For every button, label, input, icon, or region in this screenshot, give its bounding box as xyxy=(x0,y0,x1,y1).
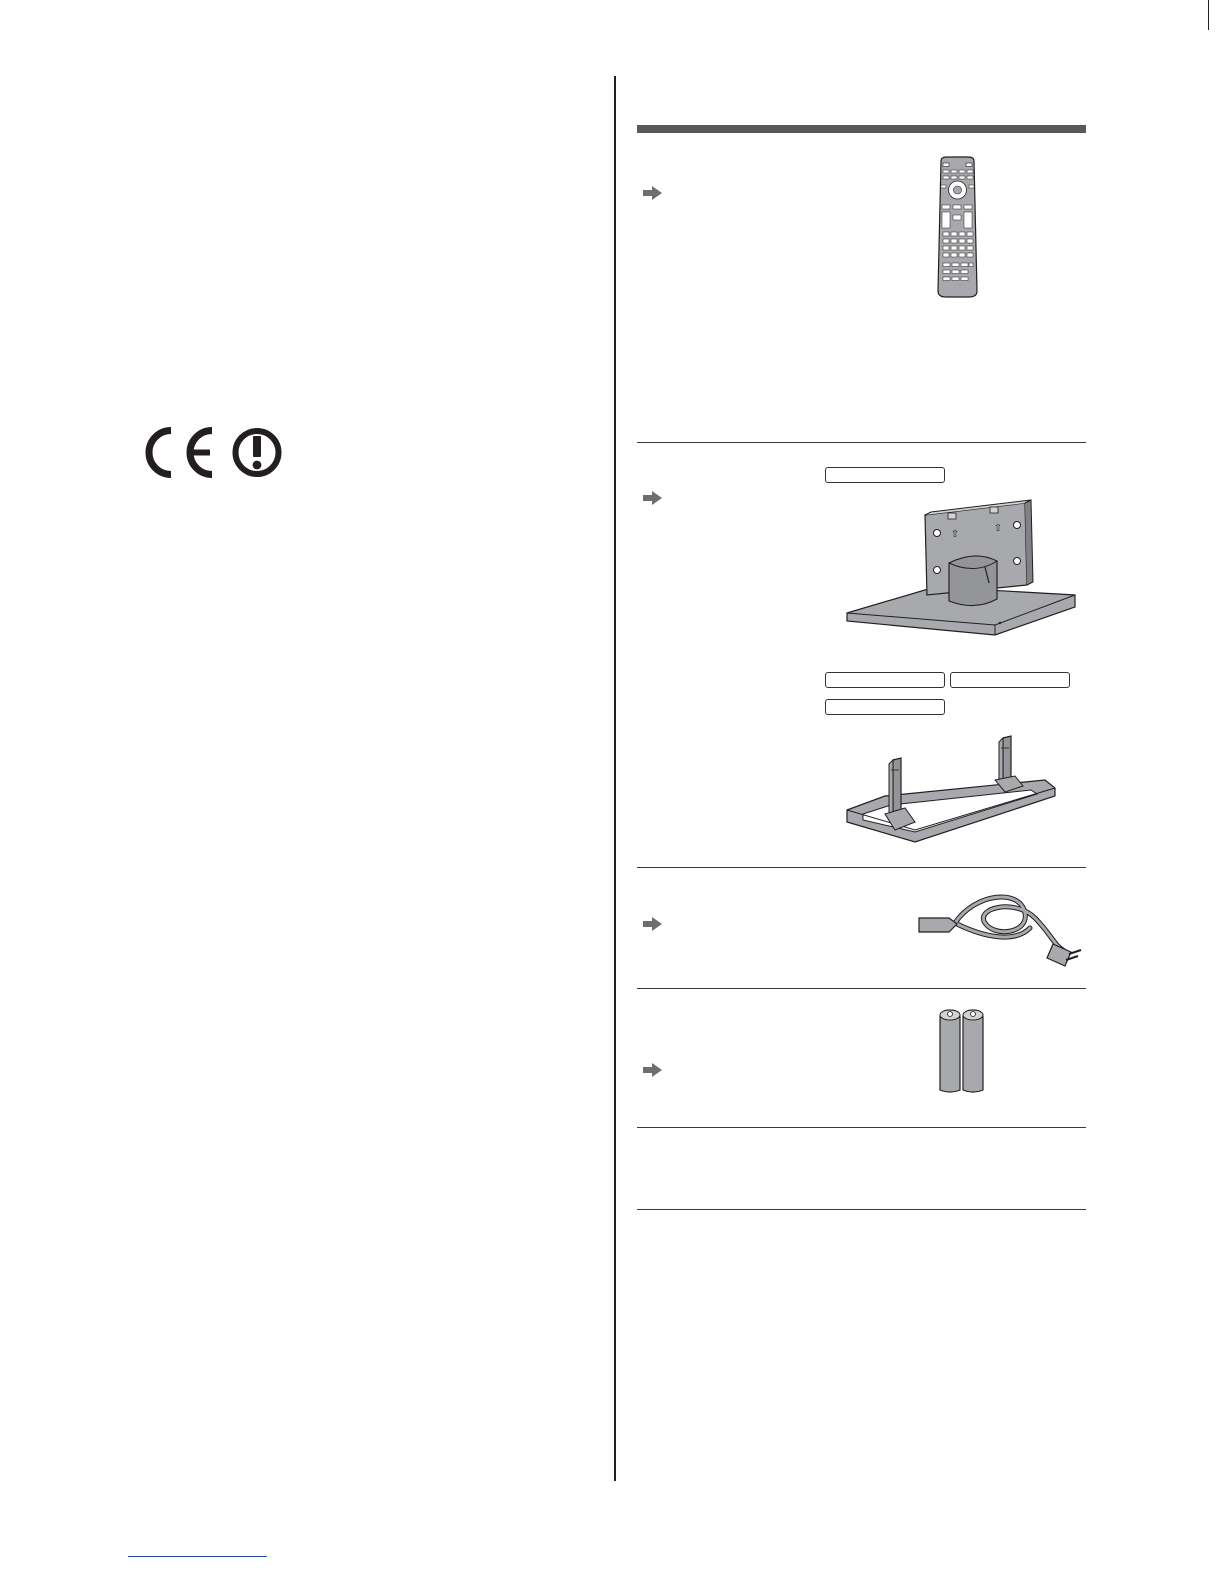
ce-alert-mark xyxy=(140,425,285,480)
svg-text:⇧: ⇧ xyxy=(950,529,960,540)
section-separator xyxy=(637,988,1086,989)
footer-link[interactable] xyxy=(128,1556,267,1557)
pedestal-type-b-illustration xyxy=(845,730,1057,848)
arrow-right-icon xyxy=(642,185,664,201)
model-tag xyxy=(825,699,945,715)
pedestal-type-a-illustration xyxy=(845,495,1077,655)
section-separator xyxy=(637,1209,1086,1210)
model-tag xyxy=(950,672,1070,688)
column-divider xyxy=(614,76,616,1481)
arrow-right-icon xyxy=(642,490,664,506)
svg-text:⇧: ⇧ xyxy=(993,523,1003,534)
mains-lead-illustration xyxy=(915,888,1085,968)
section-heading-bar xyxy=(637,125,1086,133)
arrow-right-icon xyxy=(642,1062,664,1078)
arrow-right-icon xyxy=(642,916,664,932)
section-separator xyxy=(637,442,1086,443)
ce-mark-logo xyxy=(140,425,285,480)
section-separator xyxy=(637,1127,1086,1128)
crop-mark xyxy=(1208,0,1209,30)
model-tag xyxy=(825,672,945,688)
section-separator xyxy=(637,867,1086,868)
remote-control-illustration xyxy=(935,155,980,300)
model-tag xyxy=(825,467,945,483)
batteries-illustration xyxy=(936,1004,988,1096)
